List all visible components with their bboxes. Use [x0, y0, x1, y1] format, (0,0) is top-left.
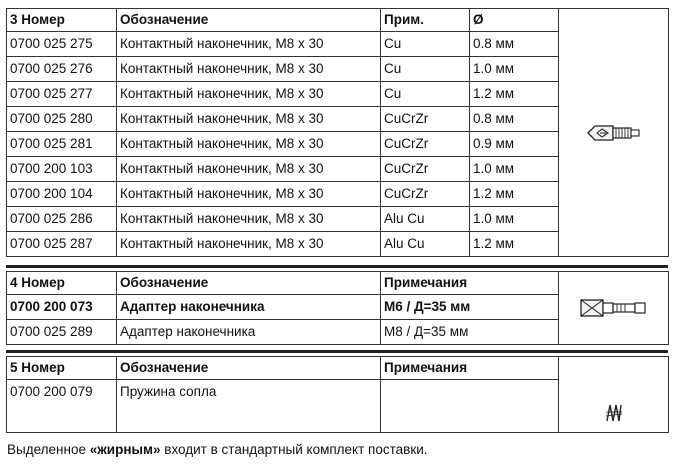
part-designation: Контактный наконечник, M8 x 30 [117, 157, 381, 182]
part-designation: Контактный наконечник, M8 x 30 [117, 57, 381, 82]
part-number: 0700 025 277 [7, 82, 117, 107]
nozzle-spring-icon [604, 402, 624, 424]
nozzle-spring-image-cell [559, 357, 669, 433]
header-number: 4 Номер [7, 272, 117, 295]
part-note: M6 / Д=35 мм [381, 295, 559, 320]
part-designation: Контактный наконечник, M8 x 30 [117, 82, 381, 107]
part-designation: Пружина сопла [117, 380, 381, 433]
part-number: 0700 025 286 [7, 207, 117, 232]
part-number: 0700 200 103 [7, 157, 117, 182]
part-note: Cu [381, 57, 470, 82]
table-header-row [7, 272, 669, 295]
part-diameter: 0.8 мм [470, 107, 559, 132]
part-number: 0700 025 287 [7, 232, 117, 257]
contact-tip-image-cell [559, 9, 669, 257]
part-diameter: 1.2 мм [470, 182, 559, 207]
part-note: M8 / Д=35 мм [381, 320, 559, 345]
part-diameter: 1.0 мм [470, 157, 559, 182]
header-number: 5 Номер [7, 357, 117, 380]
part-diameter: 1.0 мм [470, 57, 559, 82]
header-number: 3 Номер [7, 9, 117, 32]
part-note: CuCrZr [381, 132, 470, 157]
part-number: 0700 025 276 [7, 57, 117, 82]
part-designation: Контактный наконечник, M8 x 30 [117, 132, 381, 157]
contact-tip-icon [585, 122, 643, 144]
footnote [7, 442, 428, 457]
table-header-row [7, 9, 669, 32]
part-note: CuCrZr [381, 107, 470, 132]
part-note: Alu Cu [381, 232, 470, 257]
part-number: 0700 025 281 [7, 132, 117, 157]
part-designation: Контактный наконечник, M8 x 30 [117, 32, 381, 57]
part-note [381, 380, 559, 433]
footnote-text-end: входит в стандартный комплект поставки. [160, 442, 428, 457]
contact-tips-table [6, 8, 669, 257]
part-designation: Контактный наконечник, M8 x 30 [117, 232, 381, 257]
part-note: CuCrZr [381, 157, 470, 182]
part-diameter: 0.9 мм [470, 132, 559, 157]
part-diameter: 1.2 мм [470, 232, 559, 257]
header-notes: Примечания [381, 357, 559, 380]
part-designation: Адаптер наконечника [117, 295, 381, 320]
part-number: 0700 200 079 [7, 380, 117, 433]
part-note: CuCrZr [381, 182, 470, 207]
part-number: 0700 200 073 [7, 295, 117, 320]
footnote-bold-text: «жирным» [89, 442, 161, 457]
part-note: Cu [381, 32, 470, 57]
section-divider [6, 350, 668, 353]
table-header-row [7, 357, 669, 380]
header-designation: Обозначение [117, 9, 381, 32]
part-number: 0700 025 289 [7, 320, 117, 345]
part-number: 0700 025 275 [7, 32, 117, 57]
part-note: Cu [381, 82, 470, 107]
section-divider [6, 265, 668, 268]
part-diameter: 0.8 мм [470, 32, 559, 57]
header-notes: Примечания [381, 272, 559, 295]
part-designation: Контактный наконечник, M8 x 30 [117, 107, 381, 132]
tip-adapter-icon [579, 297, 649, 319]
header-note: Прим. [381, 9, 470, 32]
part-number: 0700 200 104 [7, 182, 117, 207]
part-designation: Контактный наконечник, M8 x 30 [117, 207, 381, 232]
header-designation: Обозначение [117, 357, 381, 380]
part-designation: Адаптер наконечника [117, 320, 381, 345]
tip-adapter-table [6, 271, 669, 345]
header-designation: Обозначение [117, 272, 381, 295]
part-number: 0700 025 280 [7, 107, 117, 132]
footnote-text-start: Выделенное [7, 442, 90, 457]
nozzle-spring-table [6, 356, 669, 433]
part-designation: Контактный наконечник, M8 x 30 [117, 182, 381, 207]
tip-adapter-image-cell [559, 272, 669, 345]
part-diameter: 1.2 мм [470, 82, 559, 107]
header-diameter: Ø [470, 9, 559, 32]
part-diameter: 1.0 мм [470, 207, 559, 232]
part-note: Alu Cu [381, 207, 470, 232]
